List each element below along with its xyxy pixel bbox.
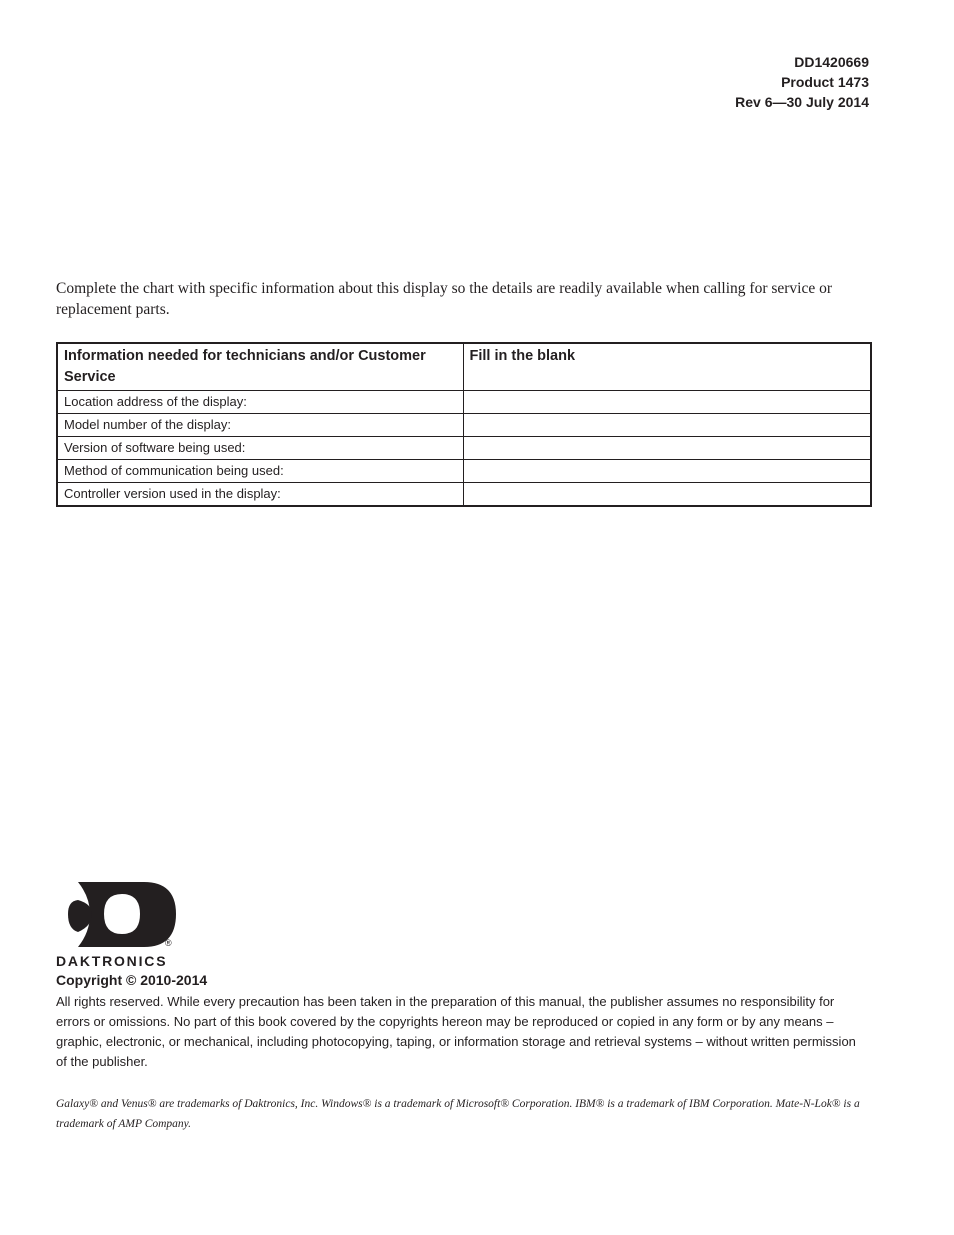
row-label-controller: Controller version used in the display: [57, 483, 463, 507]
logo-wordmark: DAKTRONICS [56, 953, 168, 969]
table-row [57, 483, 871, 507]
table-row [57, 437, 871, 460]
registered-mark: ® [165, 938, 172, 948]
row-label-location: Location address of the display: [57, 391, 463, 414]
column-header-information: Information needed for technicians and/or Customer Service [57, 343, 463, 391]
document-number: DD1420669 [794, 54, 869, 70]
table-row [57, 391, 871, 414]
row-label-communication: Method of communication being used: [57, 460, 463, 483]
rights-paragraph: All rights reserved. While every precaution has been taken in the preparation of this manual, the publisher assumes no responsibility for errors or omissions. No part of this book covered by the copyrights hereon may be reproduced or copied in any form or by any means – graphic, electronic, or mechanical, including photocopying, taping, or information storage and retrieval systems – without written permission of the publisher. [56, 994, 856, 1069]
fill-in-controller[interactable] [463, 483, 871, 507]
table-header-row [57, 343, 871, 391]
fill-in-software[interactable] [463, 437, 871, 460]
row-label-software: Version of software being used: [57, 437, 463, 460]
fill-in-location[interactable] [463, 391, 871, 414]
table-row [57, 460, 871, 483]
product-number: Product 1473 [781, 74, 869, 90]
row-label-model: Model number of the display: [57, 414, 463, 437]
revision-date: Rev 6—30 July 2014 [735, 94, 869, 110]
technician-info-table [56, 342, 872, 507]
copyright-notice: Copyright © 2010-2014 [56, 972, 208, 988]
column-header-fill-in: Fill in the blank [463, 343, 871, 391]
document-header [735, 52, 869, 112]
trademarks-paragraph: Galaxy® and Venus® are trademarks of Daktronics, Inc. Windows® is a trademark of Microsoft® Corporation. IBM® is a trademark of IBM Corporation. Mate-N-Lok® is a trademark of AMP Company. [56, 1098, 860, 1130]
intro-paragraph: Complete the chart with specific information about this display so the details are readily available when calling for service or replacement parts. [56, 280, 833, 318]
fill-in-communication[interactable] [463, 460, 871, 483]
fill-in-model[interactable] [463, 414, 871, 437]
table-row [57, 414, 871, 437]
